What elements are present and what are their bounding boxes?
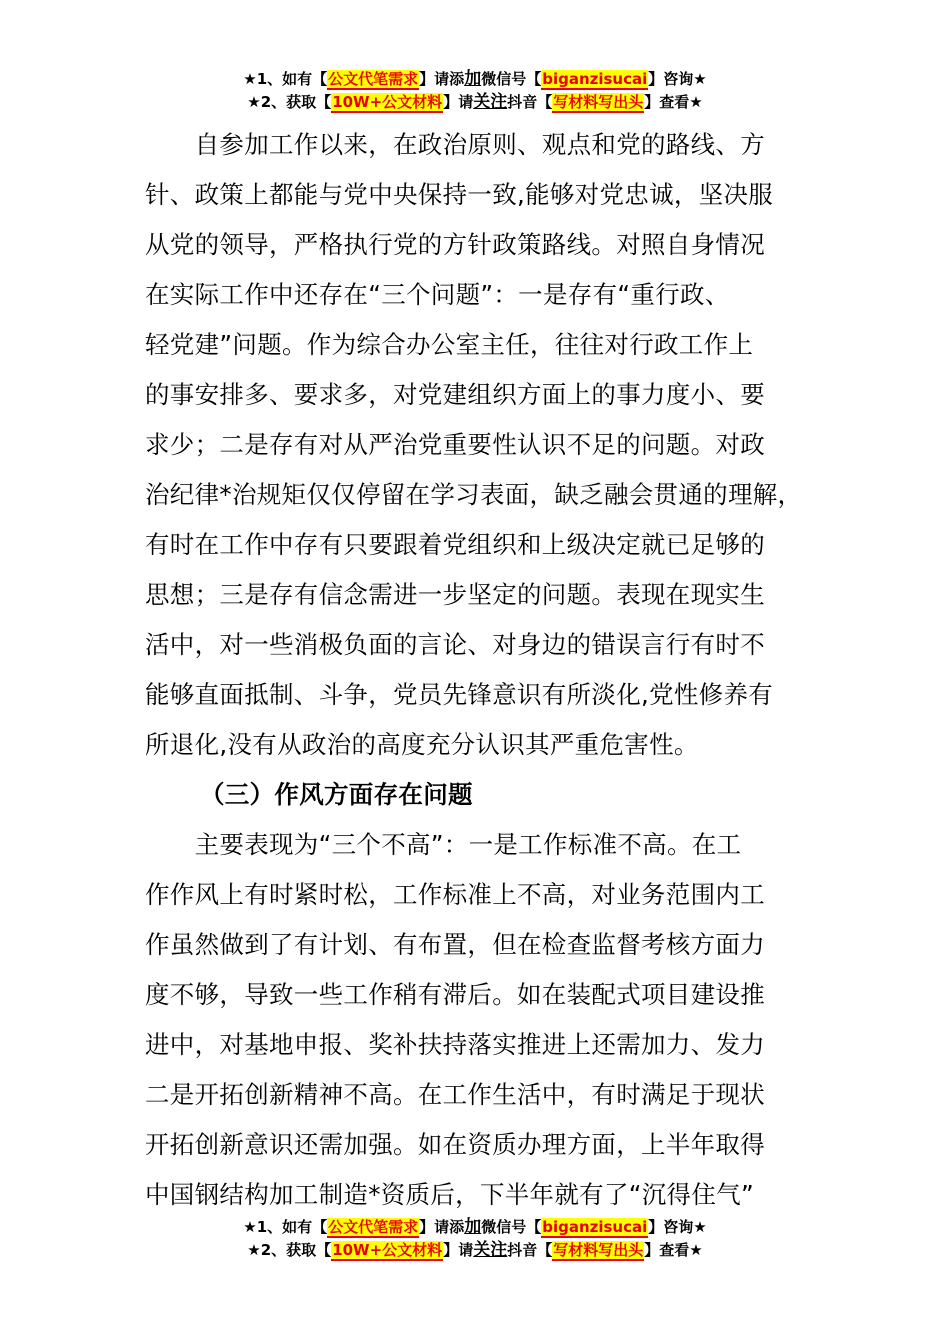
text-line: 求少；二是存有对从严治党重要性认识不足的问题。对政 <box>145 430 765 459</box>
text-line: 在实际工作中还存在“三个问题”：一是存有“重行政、 <box>145 280 730 309</box>
banner-line-2: ★2、获取【10W+公文材料】请关注抖音【写材料写出头】查看★ <box>247 92 703 112</box>
text-line: 作作风上有时紧时松，工作标准上不高，对业务范围内工 <box>145 880 765 909</box>
highlight-tag: 公文代笔需求 <box>328 1218 419 1236</box>
text-line: 治纪律*治规矩仅仅停留在学习表面，缺乏融会贯通的理解， <box>145 480 803 509</box>
text-line: 进中，对基地申报、奖补扶持落实推进上还需加力、发力 <box>145 1030 765 1059</box>
banner-line-2: ★2、获取【10W+公文材料】请关注抖音【写材料写出头】查看★ <box>247 1240 703 1260</box>
header-banner <box>0 68 950 114</box>
text-line: 从党的领导，严格执行党的方针政策路线。对照自身情况 <box>145 230 765 259</box>
wechat-id-tag: biganzisucai <box>542 70 648 88</box>
text-line: 度不够，导致一些工作稍有滞后。如在装配式项目建设推 <box>145 980 765 1009</box>
text-line: 作虽然做到了有计划、有布置，但在检查监督考核方面力 <box>145 930 765 959</box>
text-line: 有时在工作中存有只要跟着党组织和上级决定就已足够的 <box>145 530 765 559</box>
text-line: 主要表现为“三个不高”：一是工作标准不高。在工 <box>145 830 742 859</box>
footer-banner <box>0 1216 950 1262</box>
highlight-tag: 10W+公文材料 <box>332 93 443 111</box>
douyin-id-tag: 写材料写出头 <box>553 1241 644 1259</box>
document-body <box>145 120 825 1220</box>
highlight-tag: 公文代笔需求 <box>328 70 419 88</box>
text-line: 思想；三是存有信念需进一步坚定的问题。表现在现实生 <box>145 580 765 609</box>
banner-line-1: ★1、如有【公文代笔需求】请添加微信号【biganzisucai】咨询★ <box>243 69 707 89</box>
text-line: 所退化,没有从政治的高度充分认识其严重危害性。 <box>145 730 699 759</box>
text-line: 轻党建”问题。作为综合办公室主任，往往对行政工作上 <box>145 330 754 359</box>
text-line: 自参加工作以来，在政治原则、观点和党的路线、方 <box>145 130 765 159</box>
section-heading: （三）作风方面存在问题 <box>200 780 473 809</box>
text-line: 二是开拓创新精神不高。在工作生活中，有时满足于现状 <box>145 1080 765 1109</box>
wechat-id-tag: biganzisucai <box>542 1218 648 1236</box>
highlight-tag: 10W+公文材料 <box>332 1241 443 1259</box>
text-line: 能够直面抵制、斗争，党员先锋意识有所淡化,党性修养有 <box>145 680 774 709</box>
douyin-id-tag: 写材料写出头 <box>553 93 644 111</box>
text-line: 针、政策上都能与党中央保持一致,能够对党忠诚，坚决服 <box>145 180 774 209</box>
text-line: 开拓创新意识还需加强。如在资质办理方面，上半年取得 <box>145 1130 765 1159</box>
text-line: 活中，对一些消极负面的言论、对身边的错误言行有时不 <box>145 630 765 659</box>
text-line: 的事安排多、要求多，对党建组织方面上的事力度小、要 <box>145 380 765 409</box>
text-line: 中国钢结构加工制造*资质后，下半年就有了“沉得住气” <box>145 1180 754 1209</box>
banner-line-1: ★1、如有【公文代笔需求】请添加微信号【biganzisucai】咨询★ <box>243 1217 707 1237</box>
